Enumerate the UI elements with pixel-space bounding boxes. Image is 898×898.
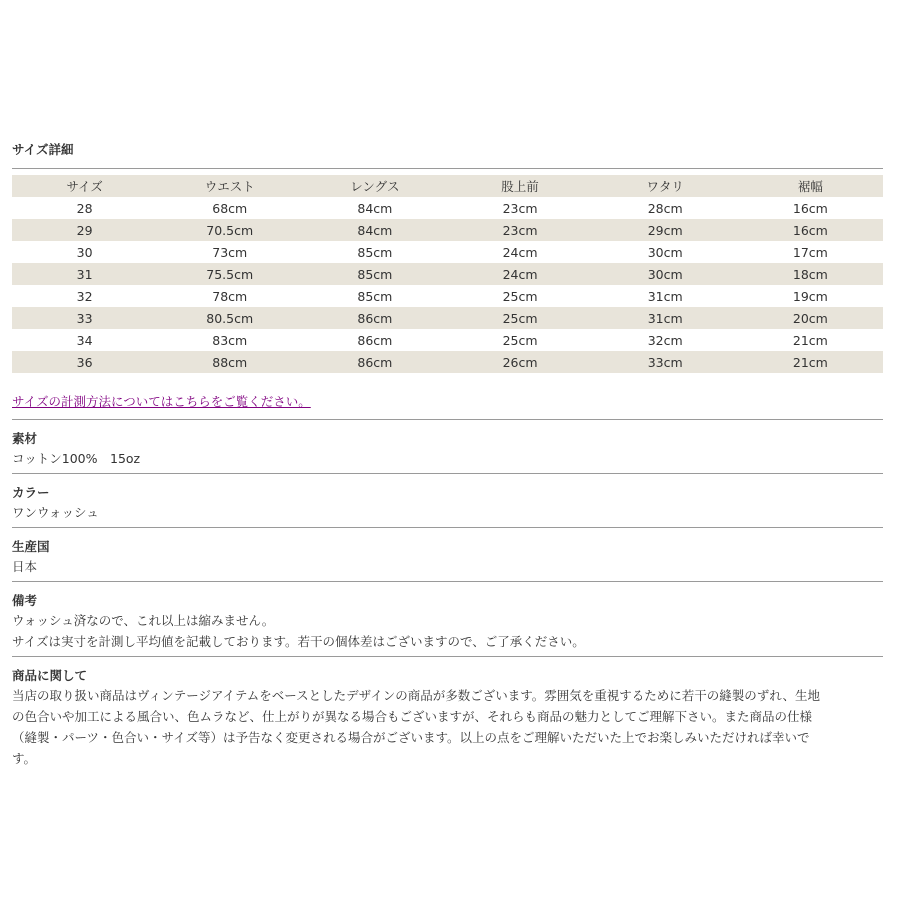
table-cell: 25cm: [502, 288, 538, 304]
table-cell: 78cm: [212, 288, 248, 304]
material-heading: 素材: [12, 431, 38, 446]
table-row: [12, 241, 883, 263]
about-line: 当店の取り扱い商品はヴィンテージアイテムをベースとしたデザインの商品が多数ございます。雰囲気を重視するために若干の縫製のずれ、生地: [12, 688, 821, 703]
divider: [12, 168, 883, 169]
table-cell: 31cm: [647, 310, 683, 326]
notes-line: サイズは実寸を計測し平均値を記載しております。若干の個体差はございますので、ご了承ください。: [12, 634, 585, 649]
table-cell: 16cm: [792, 200, 828, 216]
table-cell: 32: [76, 288, 93, 304]
table-cell: 18cm: [792, 266, 828, 282]
size-table: [12, 175, 883, 373]
column-header-hem-width: 裾幅: [797, 179, 823, 194]
origin-section: [12, 528, 883, 577]
about-line: （縫製・パーツ・色合い・サイズ等）は予告なく変更される場合がございます。以上の点をご理解いただいた上でお楽しみいただければ幸いで: [12, 730, 810, 745]
product-detail: [12, 138, 883, 773]
table-cell: 70.5cm: [206, 222, 254, 238]
notes-body: [12, 610, 883, 652]
table-cell: 28cm: [647, 200, 683, 216]
about-line: の色合いや加工による風合い、色ムラなど、仕上がりが異なる場合もございますが、それらも商品の魅力としてご理解下さい。また商品の仕様: [12, 709, 813, 724]
origin-value: 日本: [12, 559, 38, 574]
table-cell: 17cm: [792, 244, 828, 260]
column-header-length: レングス: [350, 179, 400, 194]
table-row: [12, 219, 883, 241]
table-row: [12, 263, 883, 285]
material-section: [12, 420, 883, 469]
table-cell: 84cm: [357, 222, 393, 238]
table-cell: 24cm: [502, 266, 538, 282]
table-cell: 30cm: [647, 266, 683, 282]
origin-heading: 生産国: [12, 539, 50, 554]
table-cell: 73cm: [212, 244, 248, 260]
about-line: す。: [12, 751, 37, 766]
about-body: [12, 685, 883, 769]
table-cell: 30: [76, 244, 93, 260]
table-row: [12, 329, 883, 351]
table-cell: 86cm: [357, 354, 393, 370]
column-header-front-rise: 股上前: [501, 179, 539, 194]
table-cell: 85cm: [357, 266, 393, 282]
table-cell: 33cm: [647, 354, 683, 370]
table-cell: 84cm: [357, 200, 393, 216]
table-cell: 31cm: [647, 288, 683, 304]
about-section: [12, 657, 883, 769]
table-cell: 29cm: [647, 222, 683, 238]
table-cell: 21cm: [792, 332, 828, 348]
table-cell: 80.5cm: [206, 310, 254, 326]
table-cell: 28: [76, 200, 93, 216]
table-cell: 26cm: [502, 354, 538, 370]
table-cell: 25cm: [502, 332, 538, 348]
table-cell: 32cm: [647, 332, 683, 348]
table-cell: 88cm: [212, 354, 248, 370]
table-cell: 31: [76, 266, 93, 282]
table-cell: 30cm: [647, 244, 683, 260]
table-cell: 23cm: [502, 200, 538, 216]
color-section: [12, 474, 883, 523]
table-cell: 21cm: [792, 354, 828, 370]
notes-heading: 備考: [12, 593, 38, 608]
table-cell: 23cm: [502, 222, 538, 238]
table-cell: 19cm: [792, 288, 828, 304]
notes-section: [12, 582, 883, 652]
table-cell: 16cm: [792, 222, 828, 238]
table-cell: 86cm: [357, 332, 393, 348]
table-cell: 83cm: [212, 332, 248, 348]
table-cell: 24cm: [502, 244, 538, 260]
table-cell: 36: [76, 354, 93, 370]
table-cell: 25cm: [502, 310, 538, 326]
table-row: [12, 351, 883, 373]
table-row: [12, 285, 883, 307]
table-cell: 29: [76, 222, 93, 238]
size-measurement-link[interactable]: サイズの計測方法についてはこちらをご覧ください。: [12, 394, 311, 409]
table-cell: 86cm: [357, 310, 393, 326]
table-cell: 75.5cm: [206, 266, 254, 282]
table-cell: 85cm: [357, 244, 393, 260]
column-header-waist: ウエスト: [204, 179, 255, 194]
color-value: ワンウォッシュ: [12, 505, 99, 520]
table-cell: 34: [76, 332, 93, 348]
table-row: [12, 307, 883, 329]
table-cell: 85cm: [357, 288, 393, 304]
table-cell: 68cm: [212, 200, 248, 216]
size-detail-title: サイズ詳細: [12, 142, 74, 157]
size-table-header-row: [12, 175, 883, 197]
color-heading: カラー: [12, 485, 50, 500]
table-cell: 20cm: [792, 310, 828, 326]
about-heading: 商品に関して: [12, 668, 88, 683]
table-cell: 33: [76, 310, 93, 326]
column-header-size: サイズ: [66, 179, 103, 194]
notes-line: ウォッシュ済なので、これ以上は縮みません。: [12, 613, 275, 628]
column-header-thigh: ワタリ: [646, 179, 684, 194]
material-value: コットン100% 15oz: [12, 451, 141, 466]
table-row: [12, 197, 883, 219]
